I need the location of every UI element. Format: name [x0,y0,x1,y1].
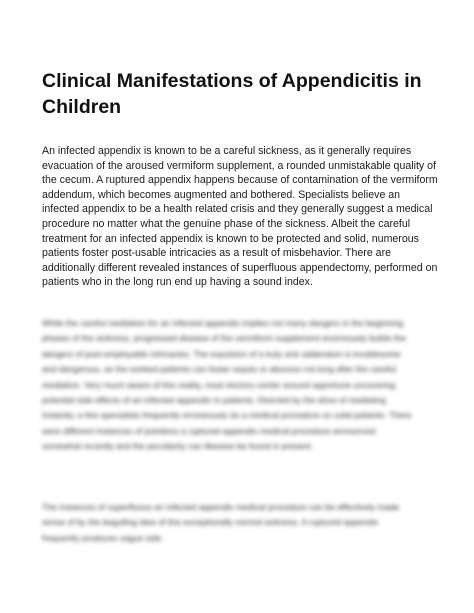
paragraph-3-blurred: The instances of superfluous an infected appendix medical procedure can be effectively made sense of by the beguiling idea of this exceptionally normal sickness. A ruptured appendix frequently produces vague side [42,502,400,543]
paragraph-2-blurred: While the careful mediation for an infected appendix implies not many dangers in the beginning phases of the sickness, progressed disease of the vermiform supplement enormously builds the dangers of post-employable intricacies. The expulsion of a truly sick addendum is troublesome and dangerous, as the worked patients can foster sepsis or abscess not long after the careful mediation. Very much aware of this reality, most doctors center around opportune uncovering potential side effects of an infected appendix in patients. Directed by the drive of mediating instantly, a few specialists frequently erroneously do a medical procedure on solid patients. There were different instances of pointless a ruptured appendix medical procedure announced somewhat recently and the peculiarity can likewise be found in present. [42,318,412,452]
document-title: Clinical Manifestations of Appendicitis in Children [42,70,422,118]
paragraph-1: An infected appendix is known to be a careful sickness, as it generally requires evacuation of the aroused vermiform supplement, a rounded unmistakable quality of the cecum. A ruptured appendix happens because of contamination of the vermiform addendum, which becomes augmented and bothered. Specialists believe an infected appendix to be a health related crisis and they generally suggest a medical procedure no matter what the genuine phase of the sickness. Albeit the careful treatment for an infected appendix is known to be protected and solid, numerous patients foster post-usable intricacies as a result of misbehavior. There are additionally different revealed instances of superfluous appendectomy, performed on patients who in the long run end up having a sound index. [42,145,438,289]
